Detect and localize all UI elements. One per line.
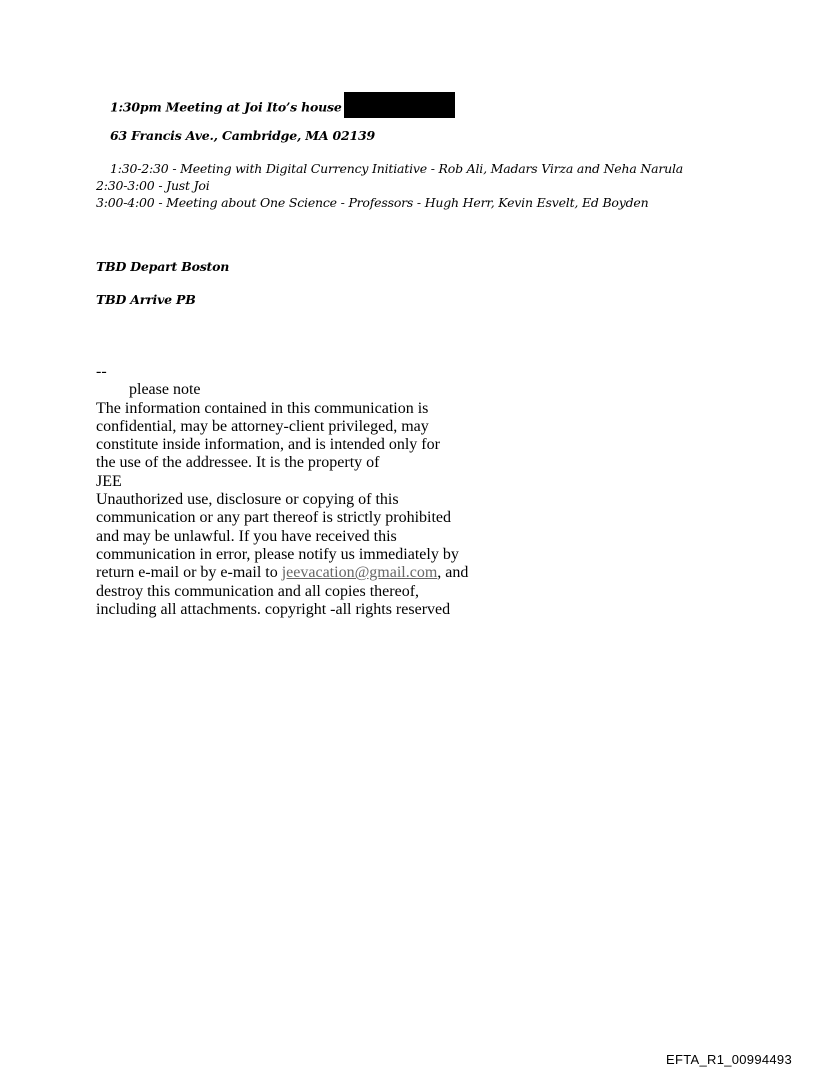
disclaimer-line: including all attachments. copyright -all rights reserved: [96, 600, 451, 618]
separator: --: [96, 363, 107, 380]
disclaimer-line: communication in error, please notify us immediately by: [96, 545, 459, 563]
disclaimer-line: communication or any part thereof is strictly prohibited: [96, 509, 452, 527]
return-prefix: return e-mail or by e-mail to: [96, 564, 282, 582]
disclaimer-line: the use of the addressee. It is the property of: [96, 454, 380, 472]
travel-arrive: TBD Arrive PB: [96, 292, 196, 307]
meeting-title-text: 1:30pm Meeting at Joi Ito’s house: [110, 99, 342, 115]
schedule-line-2: 2:30-3:00 - Just Joi: [96, 178, 210, 193]
meeting-title: [110, 95, 455, 121]
disclaimer-line: destroy this communication and all copies thereof,: [96, 582, 420, 600]
return-email-line: [96, 564, 496, 582]
schedule-line-3: 3:00-4:00 - Meeting about One Science - Professors - Hugh Herr, Kevin Esvelt, Ed Boyden: [96, 195, 649, 210]
travel-depart: TBD Depart Boston: [96, 259, 230, 274]
disclaimer-line: JEE: [96, 472, 122, 490]
document-id: EFTA_R1_00994493: [666, 1052, 792, 1067]
disclaimer-line: and may be unlawful. If you have received this: [96, 527, 397, 545]
disclaimer-line: Unauthorized use, disclosure or copying of this: [96, 491, 399, 509]
meeting-address: 63 Francis Ave., Cambridge, MA 02139: [110, 128, 376, 143]
disclaimer-block: [96, 363, 496, 619]
redaction-box: [344, 92, 455, 118]
email-link[interactable]: jeevacation@gmail.com: [281, 564, 438, 582]
schedule-line-1: 1:30-2:30 - Meeting with Digital Currency Initiative - Rob Ali, Madars Virza and Neha Narula: [110, 161, 684, 176]
please-note: please note: [129, 381, 201, 399]
disclaimer-line: confidential, may be attorney-client privileged, may: [96, 417, 429, 435]
return-suffix: , and: [437, 564, 469, 582]
disclaimer-line: constitute inside information, and is intended only for: [96, 436, 440, 454]
disclaimer-line: The information contained in this communication is: [96, 399, 429, 417]
